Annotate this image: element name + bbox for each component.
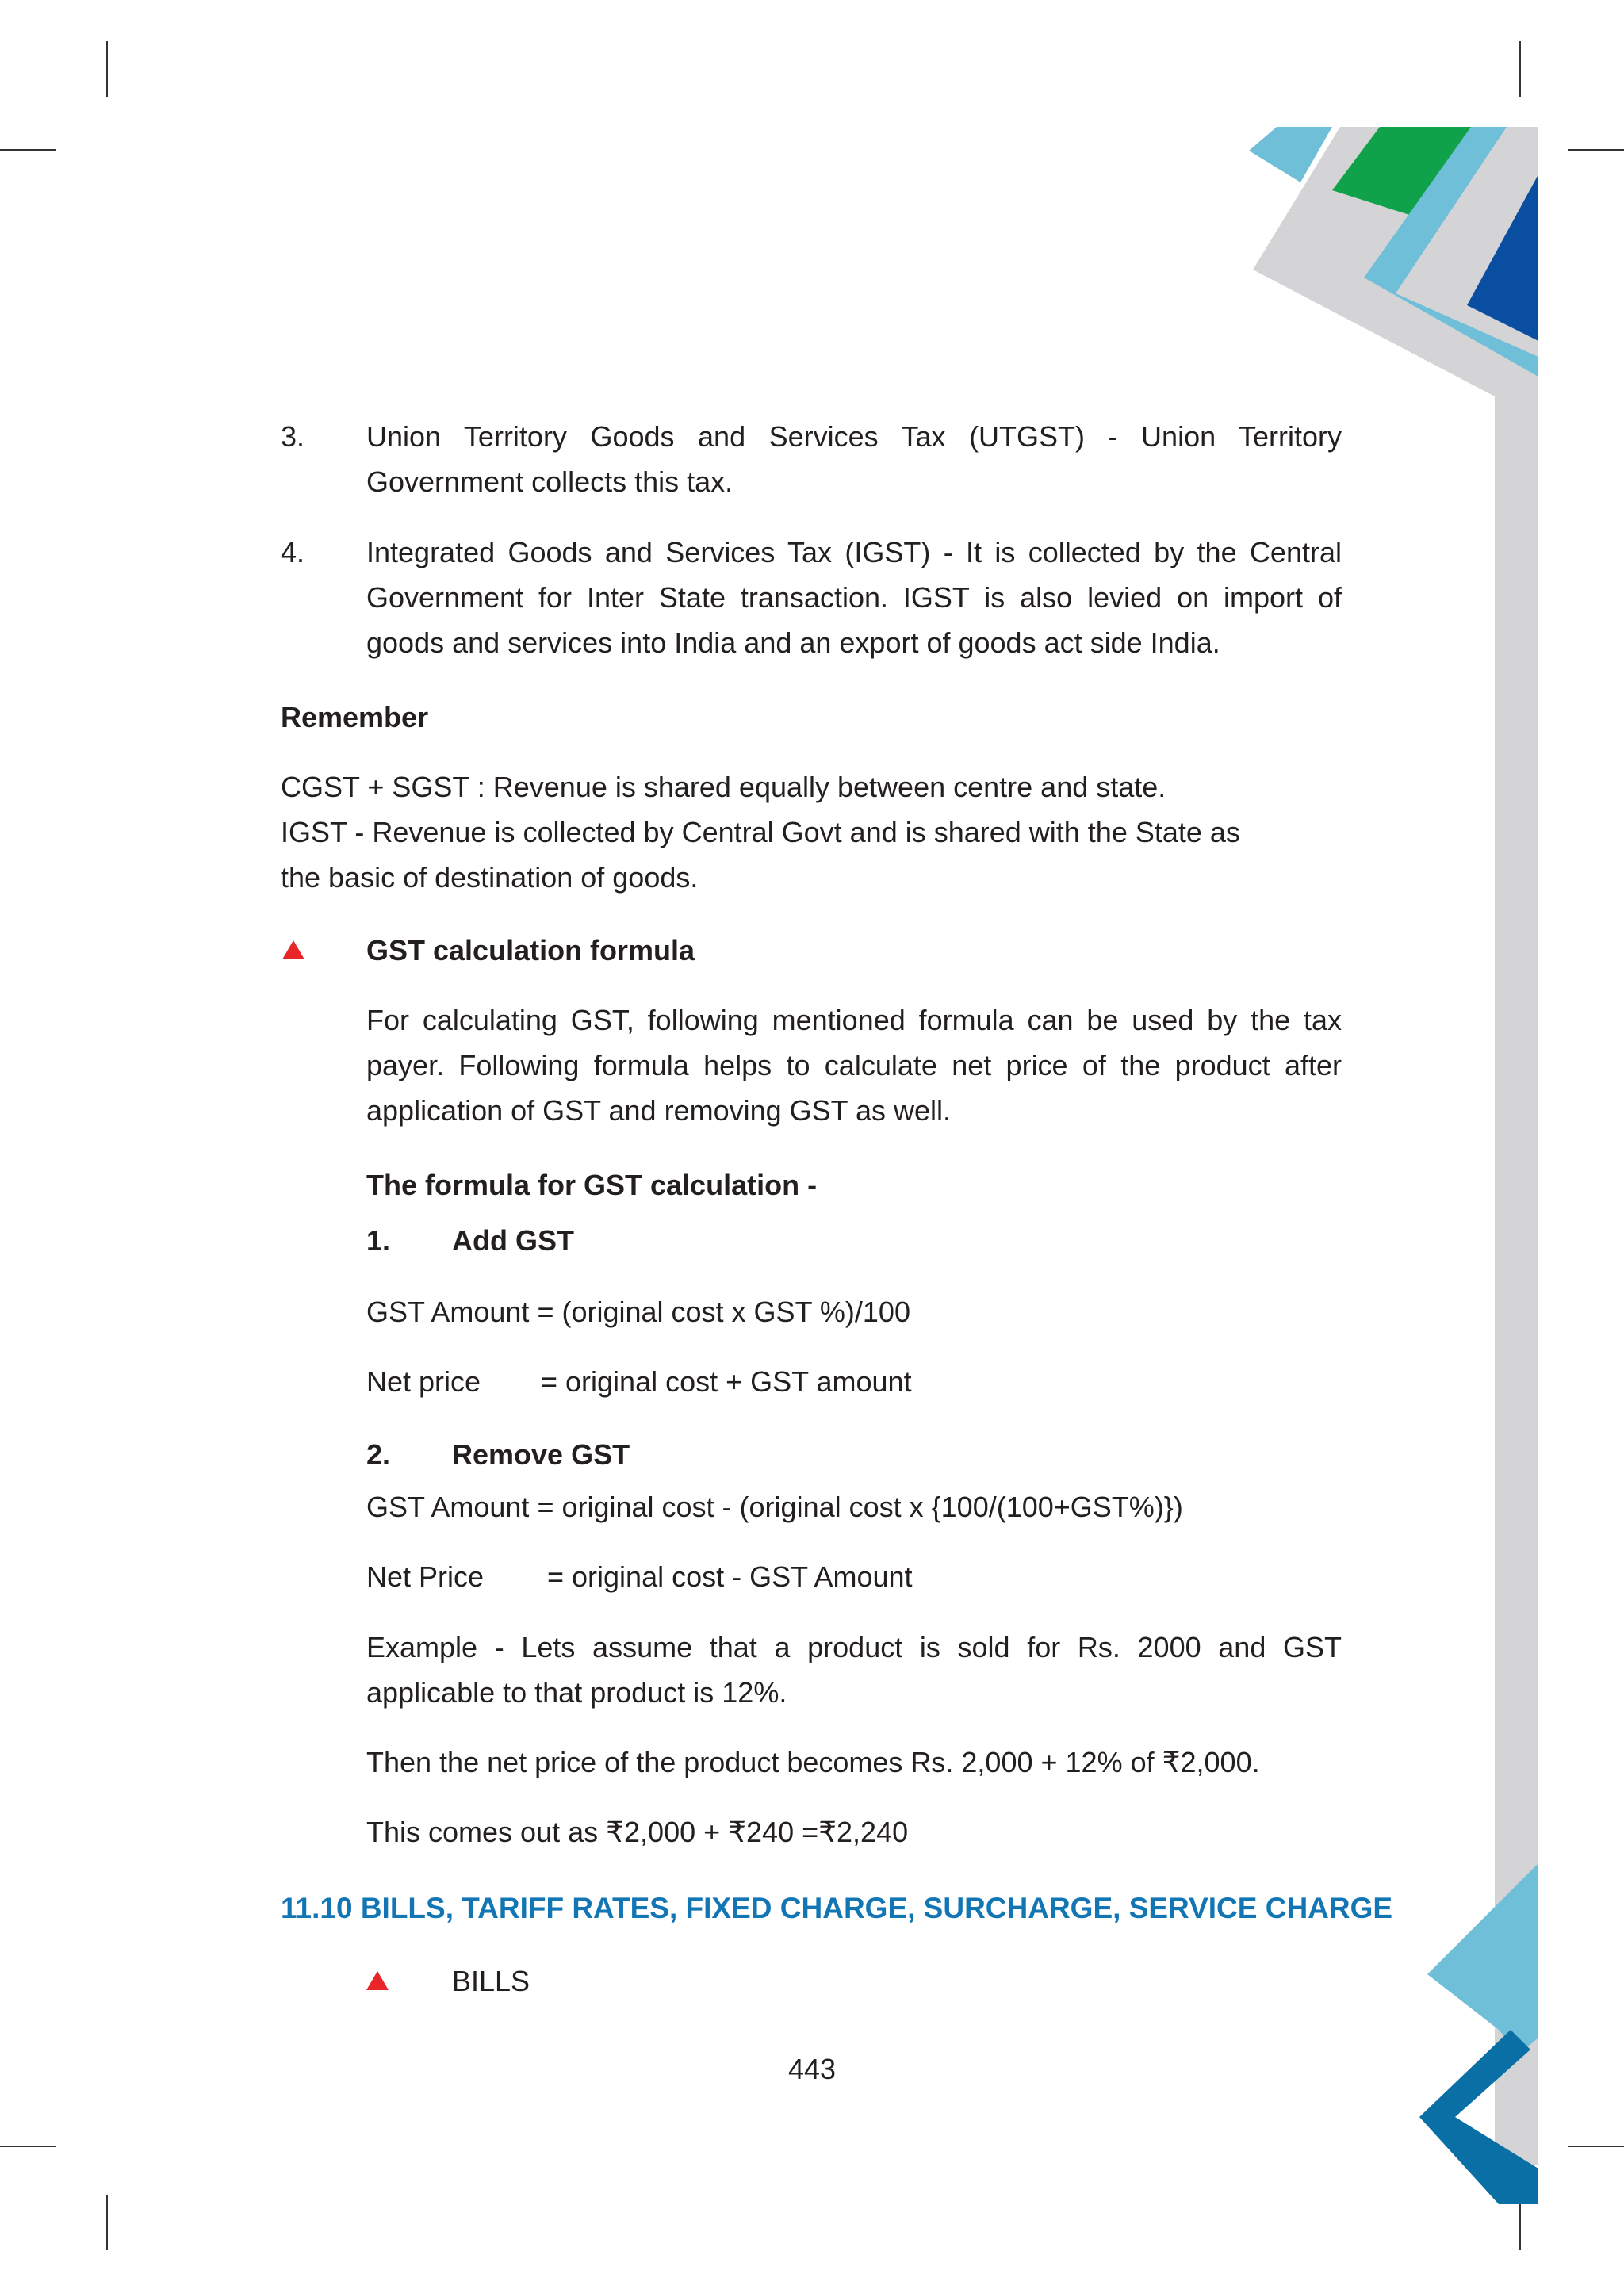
remove-net-price-formula: = original cost - GST Amount [547, 1560, 913, 1593]
remember-title: Remember [281, 701, 429, 733]
section-heading: 11.10 BILLS, TARIFF RATES, FIXED CHARGE, SURCHARGE, SERVICE CHARGE [281, 1892, 1393, 1924]
remove-net-price-label: Net Price [366, 1560, 485, 1593]
deco-grey-band [1253, 127, 1538, 396]
bullet-triangle-icon [282, 940, 304, 959]
example-result-line: This comes out as ₹2,000 + ₹240 =₹2,240 [366, 1816, 909, 1848]
formula-number: 1. [366, 1224, 391, 1257]
remove-gst-title: Remove GST [452, 1438, 630, 1471]
example-net-price-line: Then the net price of the product becomes Rs. 2,000 + 12% of ₹2,000. [366, 1746, 1260, 1778]
crop-mark [0, 2146, 56, 2147]
deco-light-blue-band [1364, 127, 1538, 377]
deco-light-blue-shape [1249, 127, 1332, 182]
crop-mark [1568, 149, 1624, 151]
bills-label: BILLS [452, 1965, 530, 1997]
crop-mark [1519, 41, 1521, 97]
add-net-price-label: Net price [366, 1365, 481, 1398]
gst-intro-line: application of GST and removing GST as well. [366, 1094, 952, 1127]
deco-dark-blue-shape [1467, 174, 1538, 341]
bullet-triangle-icon [366, 1971, 389, 1990]
list-number: 4. [281, 536, 305, 568]
list-item-text-line: Government collects this tax. [366, 465, 733, 498]
remove-gst-amount-formula: GST Amount = original cost - (original cost x {100/(100+GST%)}) [366, 1491, 1183, 1523]
remember-line: IGST - Revenue is collected by Central Govt and is shared with the State as [281, 816, 1240, 848]
list-item-text-line: goods and services into India and an export of goods act side India. [366, 626, 1220, 659]
add-gst-amount-formula: GST Amount = (original cost x GST %)/100 [366, 1296, 910, 1328]
list-item-text-line: Government for Inter State transaction. IGST is also levied on import of [366, 581, 1342, 614]
gst-section-title: GST calculation formula [366, 934, 695, 967]
page-sidebar-stripe [1495, 373, 1538, 2165]
formula-number: 2. [366, 1438, 391, 1471]
list-item-text-line: Integrated Goods and Services Tax (IGST) - It is collected by the Central [366, 536, 1342, 568]
list-item-text-line: Union Territory Goods and Services Tax (UTGST) - Union Territory [366, 420, 1342, 453]
list-number: 3. [281, 420, 305, 453]
deco-green-shape [1332, 127, 1471, 218]
example-line: Example - Lets assume that a product is sold for Rs. 2000 and GST [366, 1631, 1342, 1663]
example-line: applicable to that product is 12%. [366, 1676, 787, 1709]
remember-line: the basic of destination of goods. [281, 861, 699, 894]
crop-mark [106, 41, 108, 97]
gst-intro-line: For calculating GST, following mentioned formula can be used by the tax [366, 1004, 1342, 1036]
crop-mark [1568, 2146, 1624, 2147]
crop-mark [0, 149, 56, 151]
crop-mark [1519, 2195, 1521, 2250]
add-gst-title: Add GST [452, 1224, 574, 1257]
page-number: 443 [787, 2053, 837, 2085]
remember-line: CGST + SGST : Revenue is shared equally between centre and state. [281, 771, 1166, 803]
formula-title: The formula for GST calculation - [366, 1169, 818, 1201]
gst-intro-line: payer. Following formula helps to calculate net price of the product after [366, 1049, 1342, 1081]
add-net-price-formula: = original cost + GST amount [541, 1365, 912, 1398]
crop-mark [106, 2195, 108, 2250]
